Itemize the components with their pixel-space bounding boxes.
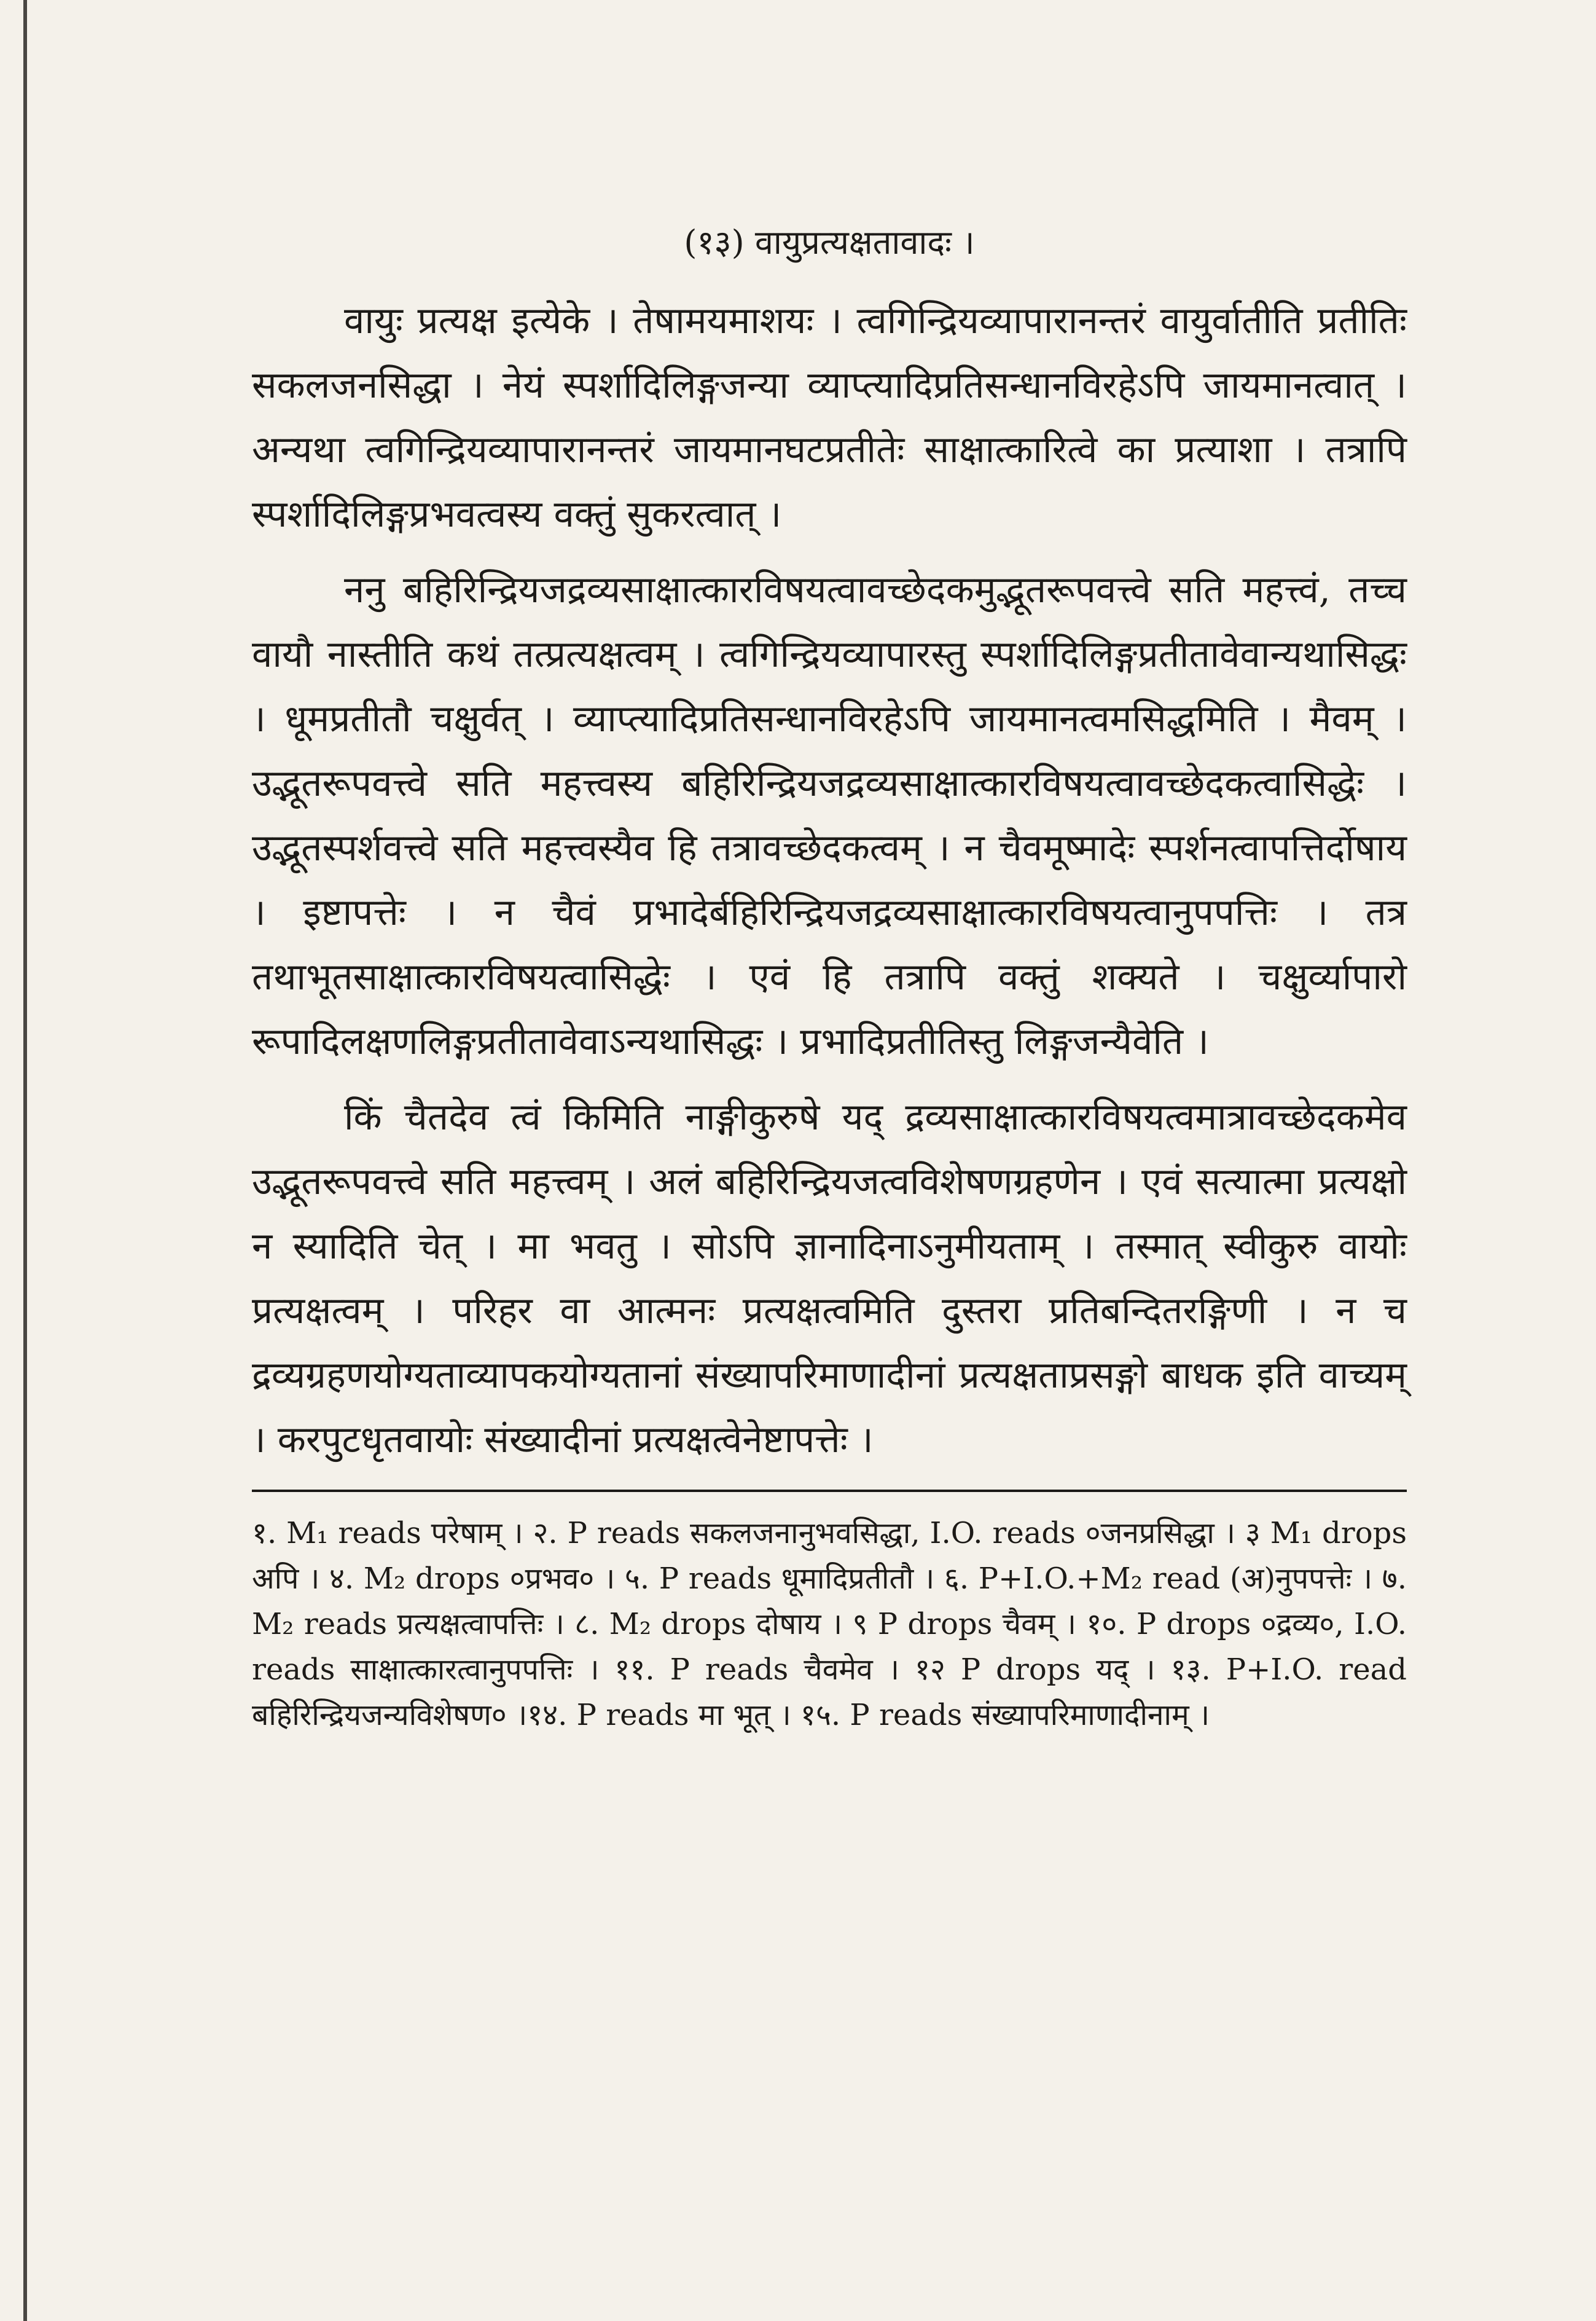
footnotes: १. M₁ reads परेषाम् । २. P reads सकलजनानुभवसिद्धा, I.O. reads ०जनप्रसिद्धा । ३ M₁ drops अपि । ४. M₂ drops ०प्रभव० । ५. P reads धूमादिप्रतीतौ । ६. P+I.O.+M₂ read (अ)नुपपत्तेः । ७. M₂ reads प्रत्यक्षत्वापत्तिः । ८. M₂ drops दोषाय । ९ P drops चैवम् । १०. P drops ०द्रव्य०, I.O. reads साक्षात्कारत्वानुपपत्तिः । ११. P reads चैवमेव । १२ P drops यद् । १३. P+I.O. read बहिरिन्द्रियजन्यविशेषण० ।१४. P reads मा भूत् । १५. P reads संख्यापरिमाणादीनाम् । <box>252 1516 1407 1732</box>
paragraph-3: किं चैतदेव त्वं किमिति नाङ्गीकुरुषे यद् द्रव्यसाक्षात्कारविषयत्वमात्रावच्छेदकमेव उद्भूतरूपवत्त्वे सति महत्त्वम् । अलं बहिरिन्द्रियजत्वविशेषणग्रहणेन । एवं सत्यात्मा प्रत्यक्षो न स्यादिति चेत् । मा भवतु । सोऽपि ज्ञानादिनाऽनुमीयताम् । तस्मात् स्वीकुरु वायोः प्रत्यक्षत्वम् । परिहर वा आत्मनः प्रत्यक्षत्वमिति दुस्तरा प्रतिबन्दितरङ्गिणी । न च द्रव्यग्रहणयोग्यताव्यापकयोग्यतानां संख्यापरिमाणादीनां प्रत्यक्षताप्रसङ्गो बाधक इति वाच्यम् । करपुटधृतवायोः संख्यादीनां प्रत्यक्षत्वेनेष्टापत्तेः । <box>252 1096 1407 1461</box>
footnote-divider <box>252 1490 1407 1492</box>
section-heading: (१३) वायुप्रत्यक्षतावादः । <box>684 223 975 262</box>
paragraph-1: वायुः प्रत्यक्ष इत्येके । तेषामयमाशयः । त्वगिन्द्रियव्यापारानन्तरं वायुर्वातीति प्रतीतिः सकलजनसिद्धा । नेयं स्पर्शादिलिङ्गजन्या व्याप्त्यादिप्रतिसन्धानविरहेऽपि जायमानत्वात् । अन्यथा त्वगिन्द्रियव्यापारानन्तरं जायमानघटप्रतीतेः साक्षात्कारित्वे का प्रत्याशा । तत्रापि स्पर्शादिलिङ्गप्रभवत्वस्य वक्तुं सुकरत्वात् । <box>252 299 1407 536</box>
book-page <box>252 215 1407 1738</box>
binding-edge-line <box>23 0 27 2321</box>
paragraph-2: ननु बहिरिन्द्रियजद्रव्यसाक्षात्कारविषयत्वावच्छेदकमुद्भूतरूपवत्त्वे सति महत्त्वं, तच्च वायौ नास्तीति कथं तत्प्रत्यक्षत्वम् । त्वगिन्द्रियव्यापारस्तु स्पर्शादिलिङ्गप्रतीतावेवान्यथासिद्धः । धूमप्रतीतौ चक्षुर्वत् । व्याप्त्यादिप्रतिसन्धानविरहेऽपि जायमानत्वमसिद्धमिति । मैवम् । उद्भूतरूपवत्त्वे सति महत्त्वस्य बहिरिन्द्रियजद्रव्यसाक्षात्कारविषयत्वावच्छेदकत्वासिद्धेः । उद्भूतस्पर्शवत्त्वे सति महत्त्वस्यैव हि तत्रावच्छेदकत्वम् । न चैवमूष्मादेः स्पर्शनत्वापत्तिर्दोषाय । इष्टापत्तेः । न चैवं प्रभादेर्बहिरिन्द्रियजद्रव्यसाक्षात्कारविषयत्वानुपपत्तिः । तत्र तथाभूतसाक्षात्कारविषयत्वासिद्धेः । एवं हि तत्रापि वक्तुं शक्यते । चक्षुर्व्यापारो रूपादिलक्षणलिङ्गप्रतीतावेवाऽन्यथासिद्धः । प्रभादिप्रतीतिस्तु लिङ्गजन्यैवेति । <box>252 568 1407 1063</box>
